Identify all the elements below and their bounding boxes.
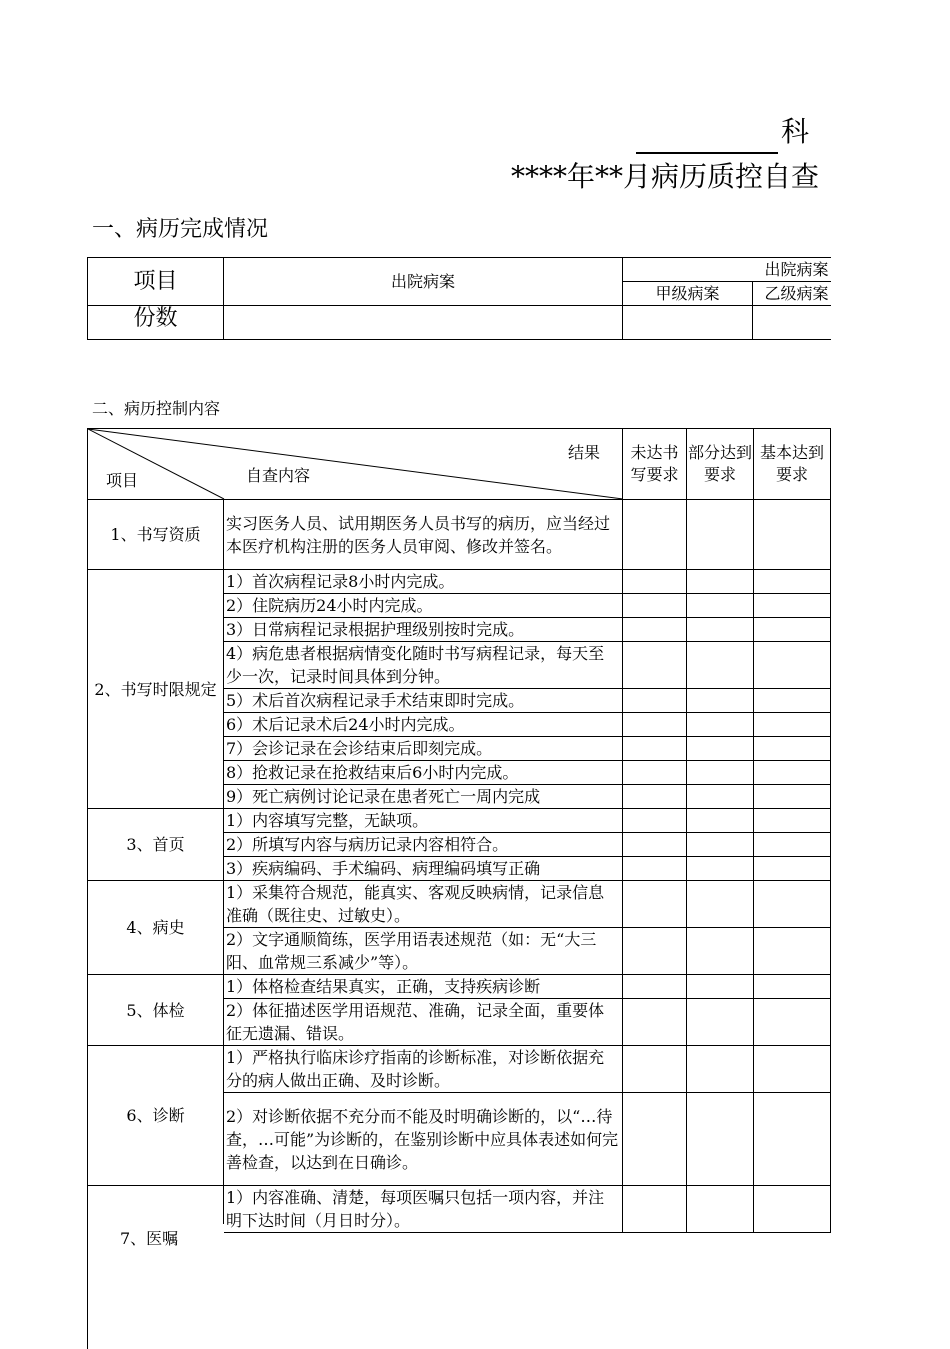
check-basic[interactable] xyxy=(754,809,831,833)
check-partial[interactable] xyxy=(687,785,754,809)
check-basic[interactable] xyxy=(754,928,831,975)
check-not-met[interactable] xyxy=(623,833,687,857)
completion-table xyxy=(87,257,831,340)
check-partial[interactable] xyxy=(687,999,754,1046)
header-result: 结果 xyxy=(568,443,601,462)
check-partial[interactable] xyxy=(687,713,754,737)
item-text: 3）日常病程记录根据护理级别按时完成。 xyxy=(224,618,623,642)
check-not-met[interactable] xyxy=(623,1046,687,1093)
check-basic[interactable] xyxy=(754,500,831,570)
category-orders: 7、医嘱 xyxy=(120,1229,179,1248)
check-partial[interactable] xyxy=(687,500,754,570)
check-partial[interactable] xyxy=(687,809,754,833)
check-basic[interactable] xyxy=(754,1186,831,1233)
check-basic[interactable] xyxy=(754,713,831,737)
check-partial[interactable] xyxy=(687,618,754,642)
check-not-met[interactable] xyxy=(623,689,687,713)
check-basic[interactable] xyxy=(754,761,831,785)
item-text: 2）对诊断依据不充分而不能及时明确诊断的，以“…待查，…可能”为诊断的，在鉴别诊断中应具体表述如何完善检查，以达到在日确诊。 xyxy=(224,1093,623,1186)
col-grade-a: 甲级病案 xyxy=(623,282,753,306)
header-item: 项目 xyxy=(106,471,139,490)
page-title: ****年**月病历质控自查 xyxy=(511,160,820,193)
diagonal-header-cell xyxy=(88,429,623,500)
check-basic[interactable] xyxy=(754,618,831,642)
check-not-met[interactable] xyxy=(623,761,687,785)
header-partial: 部分达到要求 xyxy=(687,429,754,500)
check-partial[interactable] xyxy=(687,1186,754,1233)
category-physical-exam: 5、体检 xyxy=(88,975,224,1046)
check-not-met[interactable] xyxy=(623,737,687,761)
check-not-met[interactable] xyxy=(623,1186,687,1233)
item-text: 5）术后首次病程记录手术结束即时完成。 xyxy=(224,689,623,713)
check-partial[interactable] xyxy=(687,928,754,975)
diagonal-lines xyxy=(88,429,623,499)
check-partial[interactable] xyxy=(687,1046,754,1093)
item-text: 8）抢救记录在抢救结束后6小时内完成。 xyxy=(224,761,623,785)
check-basic[interactable] xyxy=(754,689,831,713)
item-text: 2）文字通顺简练，医学用语表述规范（如：无“大三阳、血常规三系减少”等）。 xyxy=(224,928,623,975)
check-basic[interactable] xyxy=(754,1046,831,1093)
item-text: 2）住院病历24小时内完成。 xyxy=(224,594,623,618)
item-text: 1）严格执行临床诊疗指南的诊断标准，对诊断依据充分的病人做出正确、及时诊断。 xyxy=(224,1046,623,1093)
check-partial[interactable] xyxy=(687,689,754,713)
check-basic[interactable] xyxy=(754,785,831,809)
control-content-table xyxy=(87,428,831,1233)
check-partial[interactable] xyxy=(687,570,754,594)
check-basic[interactable] xyxy=(754,999,831,1046)
row-label-count: 份数 xyxy=(88,306,224,340)
item-text: 3）疾病编码、手术编码、病理编码填写正确 xyxy=(224,857,623,881)
check-basic[interactable] xyxy=(754,881,831,928)
header-basic: 基本达到要求 xyxy=(754,429,831,500)
item-text: 1）采集符合规范，能真实、客观反映病情，记录信息准确（既往史、过敏史）。 xyxy=(224,881,623,928)
check-partial[interactable] xyxy=(687,881,754,928)
check-not-met[interactable] xyxy=(623,809,687,833)
category-qualification: 1、书写资质 xyxy=(88,500,224,570)
section2-heading: 二、病历控制内容 xyxy=(92,399,221,418)
check-not-met[interactable] xyxy=(623,594,687,618)
row-label-item: 项目 xyxy=(88,258,224,306)
check-basic[interactable] xyxy=(754,975,831,999)
col-discharged-group: 出院病案 xyxy=(623,258,831,282)
category-time-limit: 2、书写时限规定 xyxy=(88,570,224,809)
item-text: 1）内容填写完整，无缺项。 xyxy=(224,809,623,833)
item-text: 2）所填写内容与病历记录内容相符合。 xyxy=(224,833,623,857)
check-not-met[interactable] xyxy=(623,618,687,642)
check-not-met[interactable] xyxy=(623,881,687,928)
check-partial[interactable] xyxy=(687,857,754,881)
check-partial[interactable] xyxy=(687,761,754,785)
check-not-met[interactable] xyxy=(623,857,687,881)
count-discharged-cell[interactable] xyxy=(224,306,623,340)
check-basic[interactable] xyxy=(754,1093,831,1186)
check-not-met[interactable] xyxy=(623,570,687,594)
category-diagnosis: 6、诊断 xyxy=(88,1046,224,1186)
col-discharged: 出院病案 xyxy=(224,258,623,306)
check-partial[interactable] xyxy=(687,642,754,689)
section1-heading: 一、病历完成情况 xyxy=(92,217,269,242)
check-not-met[interactable] xyxy=(623,500,687,570)
check-basic[interactable] xyxy=(754,642,831,689)
check-basic[interactable] xyxy=(754,857,831,881)
check-partial[interactable] xyxy=(687,975,754,999)
department-suffix: 科 xyxy=(781,115,810,148)
check-partial[interactable] xyxy=(687,594,754,618)
check-not-met[interactable] xyxy=(623,999,687,1046)
item-text: 4）病危患者根据病情变化随时书写病程记录，每天至少一次，记录时间具体到分钟。 xyxy=(224,642,623,689)
check-partial[interactable] xyxy=(687,737,754,761)
item-text: 7）会诊记录在会诊结束后即刻完成。 xyxy=(224,737,623,761)
category-front-page: 3、首页 xyxy=(88,809,224,881)
check-not-met[interactable] xyxy=(623,713,687,737)
check-not-met[interactable] xyxy=(623,928,687,975)
check-not-met[interactable] xyxy=(623,975,687,999)
check-partial[interactable] xyxy=(687,1093,754,1186)
item-text: 9）死亡病例讨论记录在患者死亡一周内完成 xyxy=(224,785,623,809)
department-name-underline xyxy=(636,152,778,154)
header-not-met: 未达书写要求 xyxy=(623,429,687,500)
check-basic[interactable] xyxy=(754,594,831,618)
category-history: 4、病史 xyxy=(88,881,224,975)
col-grade-b: 乙级病案 xyxy=(753,282,831,306)
item-text: 实习医务人员、试用期医务人员书写的病历，应当经过本医疗机构注册的医务人员审阅、修改并签名。 xyxy=(224,500,623,570)
check-not-met[interactable] xyxy=(623,642,687,689)
item-text: 1）首次病程记录8小时内完成。 xyxy=(224,570,623,594)
count-grade-a-cell[interactable] xyxy=(623,306,753,340)
header-content: 自查内容 xyxy=(246,466,311,485)
item-text: 2）体征描述医学用语规范、准确，记录全面，重要体征无遗漏、错误。 xyxy=(224,999,623,1046)
item-text: 1）体格检查结果真实，正确，支持疾病诊断 xyxy=(224,975,623,999)
check-basic[interactable] xyxy=(754,737,831,761)
check-basic[interactable] xyxy=(754,570,831,594)
item-text: 1）内容准确、清楚，每项医嘱只包括一项内容，并注明下达时间（月日时分）。 xyxy=(224,1186,623,1233)
check-not-met[interactable] xyxy=(623,1093,687,1186)
item-text: 6）术后记录术后24小时内完成。 xyxy=(224,713,623,737)
check-not-met[interactable] xyxy=(623,785,687,809)
check-basic[interactable] xyxy=(754,833,831,857)
count-grade-b-cell[interactable] xyxy=(753,306,831,340)
check-partial[interactable] xyxy=(687,833,754,857)
